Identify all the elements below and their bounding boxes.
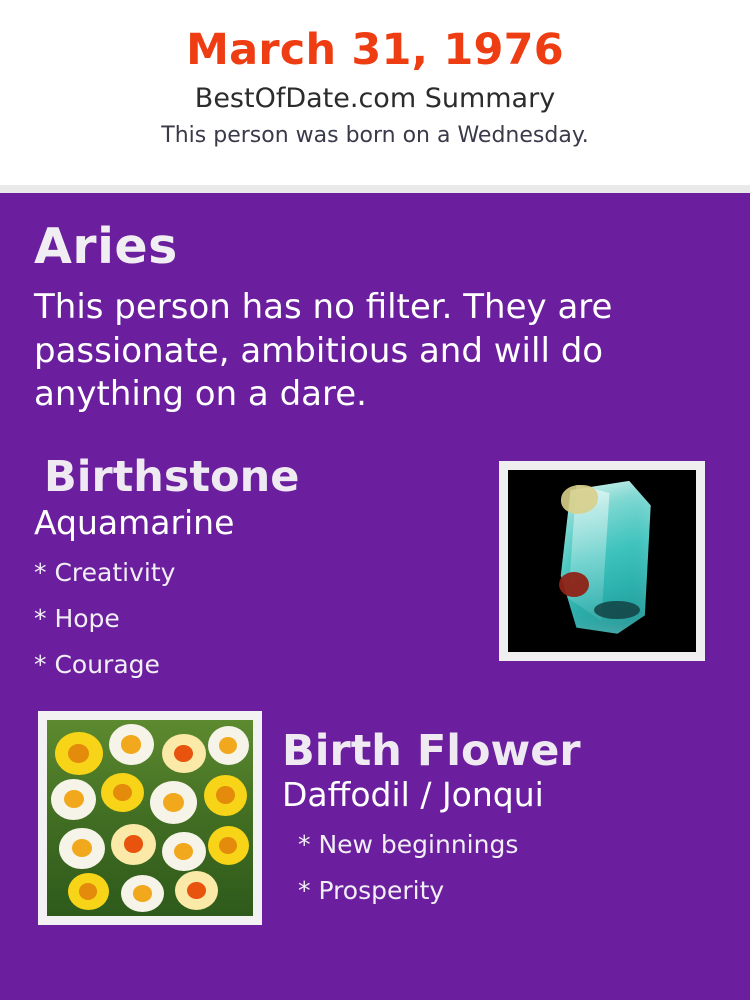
birthstone-trait-2: * Hope <box>34 604 120 634</box>
birth-flower-section <box>34 709 716 929</box>
card-body <box>0 193 750 1000</box>
flower-blossom-icon <box>101 773 144 812</box>
birth-flower-photo <box>38 711 262 925</box>
birthstone-section <box>34 451 716 687</box>
birth-flower-photo-inner <box>47 720 253 916</box>
birthstone-name: Aquamarine <box>34 503 235 543</box>
zodiac-description: This person has no filter. They are passionate, ambitious and will do anything on a dare. <box>34 287 613 415</box>
flower-blossom-icon <box>208 826 249 865</box>
birth-flower-title: Birth Flower <box>282 725 581 776</box>
site-summary-label: BestOfDate.com Summary <box>194 83 556 115</box>
flower-blossom-icon <box>55 732 102 775</box>
flower-blossom-icon <box>150 781 197 824</box>
birthstone-trait-1: * Creativity <box>34 558 176 588</box>
flower-blossom-icon <box>208 726 249 765</box>
flower-blossom-icon <box>68 873 109 910</box>
flower-blossom-icon <box>175 871 218 910</box>
birthstone-text-block <box>34 451 464 680</box>
birth-flower-name: Daffodil / Jonqui <box>282 775 544 815</box>
zodiac-sign-title: Aries <box>34 218 178 275</box>
card-header <box>0 0 750 185</box>
flower-blossom-icon <box>162 734 205 773</box>
birth-flower-trait-1: * New beginnings <box>298 830 519 860</box>
flower-blossom-icon <box>59 828 104 869</box>
flower-blossom-icon <box>111 824 156 865</box>
flower-blossom-icon <box>162 832 205 871</box>
birthstone-photo <box>499 461 705 661</box>
birthstone-trait-3: * Courage <box>34 650 160 680</box>
birth-flower-trait-2: * Prosperity <box>298 876 445 906</box>
flower-blossom-icon <box>121 875 164 912</box>
flower-blossom-icon <box>109 724 154 765</box>
flower-blossom-icon <box>204 775 247 816</box>
birthstone-title: Birthstone <box>44 451 300 502</box>
page-title: March 31, 1976 <box>186 25 564 75</box>
header-divider <box>0 185 750 193</box>
crystal-inclusion-dark <box>594 601 639 619</box>
birthstone-photo-inner <box>508 470 696 652</box>
flower-blossom-icon <box>51 779 96 820</box>
birth-flower-text-block <box>282 709 716 906</box>
born-day-note: This person was born on a Wednesday. <box>161 122 589 148</box>
crystal-inclusion-red <box>559 572 589 597</box>
